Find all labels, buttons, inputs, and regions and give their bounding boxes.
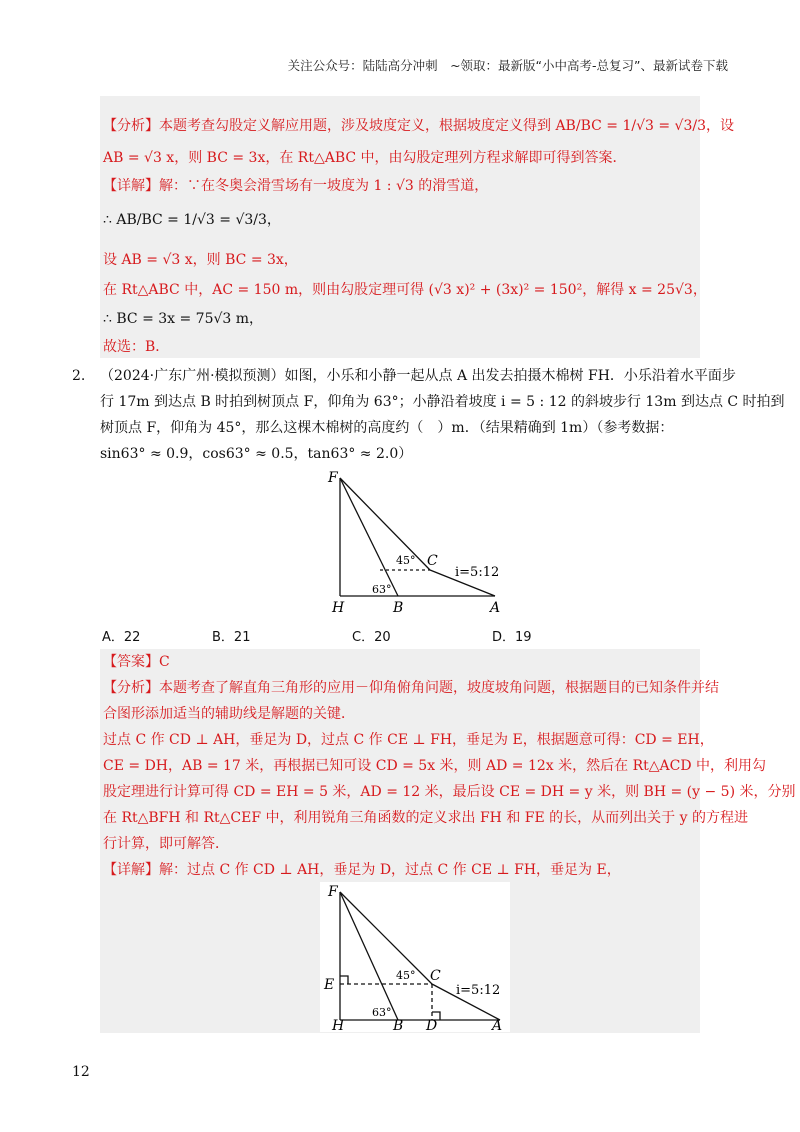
prev-analysis-2: AB = √3 x，则 BC = 3x，在 Rt△ABC 中，由勾股定理列方程求解即可得到答案． [103, 150, 627, 166]
label-45: 45° [396, 554, 416, 567]
option-a[interactable]: A．22 [102, 630, 141, 645]
label-63: 63° [372, 583, 392, 596]
sight-line-fc [340, 478, 430, 570]
question-line-1: （2024·广东广州·模拟预测）如图，小乐和小静一起从点 A 出发去拍摄木棉树 FH．小乐沿着水平面步 [100, 368, 736, 384]
label-d-2: D [426, 1018, 438, 1032]
label-slope-2: i=5:12 [456, 983, 501, 998]
question-number: 2. [72, 368, 86, 384]
label-c: C [427, 553, 438, 569]
label-a: A [490, 600, 501, 616]
label-63-2: 63° [372, 1006, 392, 1019]
question-line-4: sin63° ≈ 0.9，cos63° ≈ 0.5，tan63° ≈ 2.0） [100, 446, 413, 462]
prev-detail-6: 故选：B． [103, 339, 170, 355]
prev-detail-3: 设 AB = √3 x，则 BC = 3x， [103, 252, 298, 268]
label-f: F [328, 470, 338, 486]
page-header: 关注公众号：陆陆高分冲刺 ~领取：最新版“小中高考-总复习”、最新试卷下载 [287, 58, 728, 73]
detail-line-1: 【详解】解：过点 C 作 CD ⊥ AH，垂足为 D，过点 C 作 CE ⊥ FH，垂足为 E， [103, 862, 621, 878]
page-number: 12 [72, 1064, 90, 1080]
label-f-2: F [328, 884, 338, 900]
label-b: B [393, 600, 404, 616]
question-line-2: 行 17m 到达点 B 时拍到树顶点 F，仰角为 63°；小静沿着坡度 i = 5 : 12 的斜坡步行 13m 到达点 C 时拍到 [100, 394, 785, 410]
answer-line: 【答案】C [103, 654, 170, 670]
prev-detail-4: 在 Rt△ABC 中，AC = 150 m，则由勾股定理可得 (√3 x)² + (3x)² = 150²，解得 x = 25√3， [103, 282, 707, 298]
prev-detail-5: ∴ BC = 3x = 75√3 m， [103, 311, 264, 327]
question-figure [320, 468, 510, 616]
label-45-2: 45° [396, 969, 416, 982]
prev-analysis-1: 【分析】本题考查勾股定义解应用题，涉及坡度定义，根据坡度定义得到 AB/BC = 1/√3 = √3/3，设 [103, 118, 734, 134]
label-a-2: A [492, 1018, 503, 1032]
analysis-line-5: 股定理进行计算可得 CD = EH = 5 米，AD = 12 米，最后设 CE = DH = y 米，则 BH = (y − 5) 米，分别 [103, 784, 796, 800]
analysis-line-4: CE = DH，AB = 17 米，再根据已知可设 CD = 5x 米，则 AD = 12x 米，然后在 Rt△ACD 中，利用勾 [103, 758, 767, 774]
analysis-line-2: 合图形添加适当的辅助线是解题的关键． [103, 706, 355, 722]
label-h: H [332, 600, 345, 616]
solution-figure [320, 882, 510, 1032]
label-slope: i=5:12 [455, 565, 500, 580]
option-c[interactable]: C．20 [352, 630, 391, 645]
analysis-line-3: 过点 C 作 CD ⊥ AH，垂足为 D，过点 C 作 CE ⊥ FH，垂足为 E，根据题意可得：CD = EH， [103, 732, 714, 748]
analysis-line-7: 行计算，即可解答． [103, 836, 229, 852]
sight-line-fb [340, 478, 398, 596]
analysis-line-1: 【分析】本题考查了解直角三角形的应用－仰角俯角问题，坡度坡角问题，根据题目的已知条件并结 [103, 680, 719, 696]
label-b-2: B [393, 1018, 404, 1032]
prev-detail-2: ∴ AB/BC = 1/√3 = √3/3， [103, 212, 281, 228]
label-h-2: H [332, 1018, 345, 1032]
option-d[interactable]: D．19 [492, 630, 532, 645]
prev-detail-1: 【详解】解：∵在冬奥会滑雪场有一坡度为 1 : √3 的滑雪道， [103, 178, 489, 194]
question-line-3: 树顶点 F，仰角为 45°，那么这棵木棉树的高度约（ ）m．（结果精确到 1m）（参考数据： [100, 420, 674, 436]
label-e-2: E [324, 977, 335, 993]
option-b[interactable]: B．21 [212, 630, 251, 645]
analysis-line-6: 在 Rt△BFH 和 Rt△CEF 中，利用锐角三角函数的定义求出 FH 和 FE 的长，从而列出关于 y 的方程进 [103, 810, 748, 826]
label-c-2: C [430, 968, 441, 984]
